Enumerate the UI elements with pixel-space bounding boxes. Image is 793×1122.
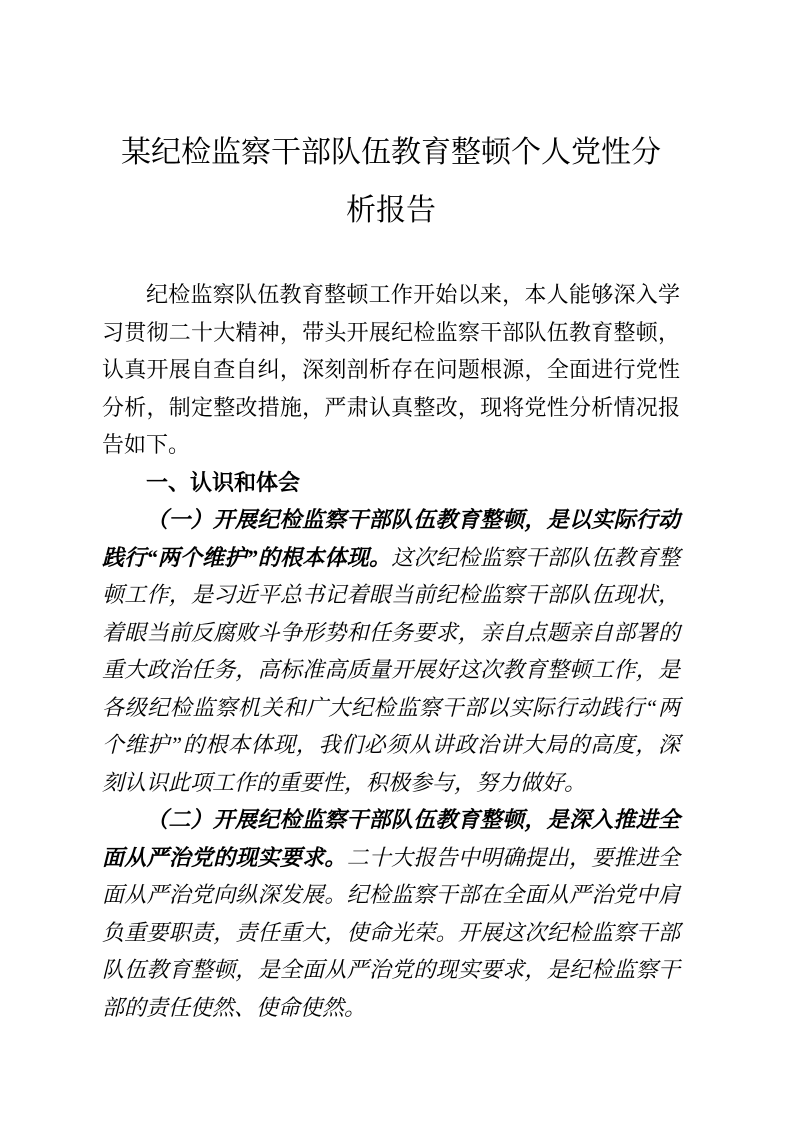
point-1-body-text: 这次纪检监察干部队伍教育整顿工作，是习近平总书记着眼当前纪检监察干部队伍现状，着眼当前反腐败斗争形势和任务要求，亲自点题亲自部署的重大政治任务，高标准高质量开展好这次教育整顿工作，是各级纪检监察机关和广大纪检监察干部以实际行动践行“两个维护”的根本体现，我们必须从讲政治讲大局的高度，深刻认识此项工作的重要性，积极参与，努力做好。: [102, 544, 680, 795]
paragraph-intro: 纪检监察队伍教育整顿工作开始以来，本人能够深入学习贯彻二十大精神，带头开展纪检监察干部队伍教育整顿，认真开展自查自纠，深刻剖析存在问题根源，全面进行党性分析，制定整改措施，严肃认真整改，现将党性分析情况报告如下。: [102, 282, 680, 457]
point-1-lead-sentence: （一）开展纪检监察干部队伍教育整顿，是以实际行动践行“两个维护”的根本体现。: [102, 507, 680, 570]
document-title-line-2: 析报告: [346, 194, 436, 227]
document-title: [102, 124, 680, 240]
point-2-body-text: 二十大报告中明确提出，要推进全面从严治党向纵深发展。纪检监察干部在全面从严治党中肩负重要职责，责任重大，使命光荣。开展这次纪检监察干部队伍教育整顿，是全面从严治党的现实要求，是纪检监察干部的责任使然、使命使然。: [102, 844, 680, 1020]
paragraph-point-1: [102, 501, 680, 801]
section-heading-1: 一、认识和体会: [146, 469, 301, 495]
point-2-lead-sentence: （二）开展纪检监察干部队伍教育整顿，是深入推进全面从严治党的现实要求。: [102, 807, 680, 870]
paragraph-point-2: [102, 801, 680, 1026]
document-title-line-1: 某纪检监察干部队伍教育整顿个人党性分: [121, 136, 661, 169]
